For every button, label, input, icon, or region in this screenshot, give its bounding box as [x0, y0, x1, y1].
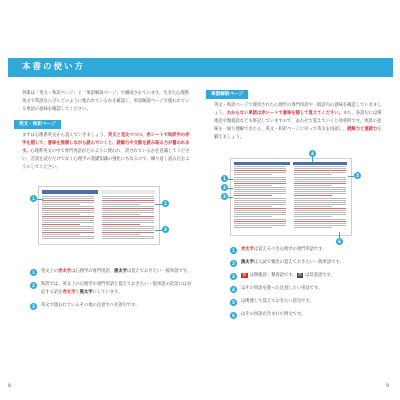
- illustration-text-line: [42, 202, 94, 203]
- illustration-text-line: [102, 234, 140, 235]
- text-run: は覚えるべき心理学の専門用語です。: [253, 247, 327, 252]
- illustration-text-line: [102, 236, 154, 237]
- illustration-text-line: [102, 206, 154, 207]
- text-run: は関連して覚えておきたい語句です。: [241, 299, 314, 304]
- illustration-text-line: [42, 212, 94, 213]
- text-run: わからない単語は赤シートで意味を隠して覚えてください。: [226, 111, 343, 116]
- illustration-text-line: [294, 214, 346, 215]
- illustration-text-line: [102, 238, 154, 239]
- illustration-text-line: [42, 238, 94, 239]
- note-item: [30, 302, 192, 310]
- text-run: 黒太字: [79, 290, 93, 295]
- illustration-text-line: [102, 232, 154, 233]
- illustration-text-line: [42, 222, 94, 223]
- illustration-text-line: [234, 198, 286, 199]
- left-page-number: 8: [8, 384, 11, 389]
- illustration-text-line: [234, 193, 286, 194]
- illustration-text-line: [294, 187, 346, 188]
- illustration-text-line: [102, 212, 154, 213]
- text-run: は関連語・類義語です。: [249, 273, 297, 278]
- text-run: を鍛えましょう。: [214, 127, 382, 140]
- note-item: [230, 246, 380, 254]
- illustration-text-line: [42, 198, 94, 199]
- illustration-text-line: [294, 219, 346, 220]
- illustration-text-line: [42, 228, 94, 229]
- illustration-text-line: [294, 181, 346, 182]
- illustration-text-line: [234, 172, 286, 173]
- illustration-text-line: [234, 202, 286, 203]
- illustration-text-line: [234, 177, 286, 178]
- illustration-text-line: [42, 224, 80, 225]
- illustration-text-line: [102, 226, 154, 227]
- illustration-text-line: [234, 223, 286, 224]
- illustration-text-line: [42, 204, 80, 205]
- illustration-text-line: [42, 200, 94, 201]
- illustration-text-line: [102, 196, 154, 197]
- text-run: 関: [298, 272, 302, 277]
- text-run: はその単語を使った注意したい用法です。: [241, 286, 323, 291]
- text-run: まずは心理系英文から読んでいきましょう。: [22, 133, 108, 138]
- illustration-text-line: [234, 187, 286, 188]
- illustration-text-line: [294, 179, 346, 180]
- right-callout-5: 5: [354, 172, 361, 179]
- left-callout-2: 2: [162, 200, 169, 207]
- text-run: はその単語が含まれた例文です。: [241, 312, 306, 317]
- illustration-text-line: [294, 170, 346, 171]
- illustration-text-line: [42, 230, 94, 231]
- left-section-label: 英文・和訳ページ: [14, 120, 61, 129]
- text-run: また、各語句には関連語や類義語なども併記していますので、あわせて覚えていくと効率的です。単語の意味を一通り理解できたら、英文・和訳ページに戻って英文を再読し、: [214, 111, 382, 132]
- note-number: 2: [230, 260, 237, 267]
- illustration-text-line: [294, 189, 346, 190]
- note-item: [230, 311, 380, 319]
- illustration-text-line: [42, 208, 94, 209]
- illustration-text-line: [234, 168, 286, 169]
- illustration-text-line: [294, 210, 346, 211]
- text-run: 読解力と速読力: [347, 127, 378, 132]
- illustration-text-line: [234, 200, 286, 201]
- illustration-text-line: [42, 232, 94, 233]
- illustration-text-line: [294, 195, 332, 196]
- illustration-text-line: [234, 183, 286, 184]
- note-item: [30, 268, 192, 276]
- left-notes: [30, 268, 192, 315]
- note-number: 3: [30, 303, 37, 310]
- illustration-text-line: [234, 216, 272, 217]
- illustration-text-line: [294, 200, 346, 201]
- right-callout-4: 4: [309, 150, 316, 157]
- page-title: 本書の使い方: [8, 58, 393, 77]
- right-notes: [230, 246, 380, 324]
- illustration-text-line: [294, 225, 346, 226]
- text-run: 心理系英文の中で専門用語がどのように使われ、訳されているかを意識してください。音読を読むだけでなく心理学の基礎知識の強化にもなるので、繰り返し読み込むようにしてください。: [22, 149, 190, 170]
- illustration-text-line: [42, 210, 94, 211]
- illustration-text-line: [102, 202, 154, 203]
- text-run: 英文上の: [41, 269, 59, 274]
- note-number: 3: [230, 273, 237, 280]
- text-run: 英文で使われているその他の注意すべき語句です。: [41, 303, 140, 308]
- text-run: 赤太字: [58, 269, 72, 274]
- note-number: 4: [230, 286, 237, 293]
- illustration-text-line: [102, 204, 140, 205]
- text-run: は心理学の専門用語、: [71, 269, 115, 274]
- illustration-text-line: [234, 195, 272, 196]
- illustration-text-line: [294, 198, 346, 199]
- text-run: と: [75, 290, 80, 295]
- illustration-text-line: [234, 204, 286, 205]
- left-callout-3: 3: [162, 226, 169, 233]
- illustration-text-line: [294, 221, 346, 222]
- left-body: [22, 132, 192, 172]
- illustration-text-line: [234, 221, 286, 222]
- related-word-tag: 関: [242, 272, 247, 277]
- illustration-text-line: [42, 218, 94, 219]
- illustration-text-line: [294, 202, 346, 203]
- illustration-text-line: [294, 223, 346, 224]
- illustration-text-line: [42, 206, 94, 207]
- right-page-number: 9: [386, 384, 389, 389]
- right-callout-1: 1: [221, 175, 228, 182]
- illustration-text-line: [294, 193, 346, 194]
- text-run: 黒太字: [114, 269, 127, 274]
- text-run: 黒太字: [241, 260, 254, 265]
- text-run: 和訳では、英文上の心理学の専門用語と覚えておきたい一般単語の訳語には対応する訳を: [41, 282, 192, 295]
- illustration-text-line: [234, 225, 286, 226]
- illustration-text-line: [102, 208, 154, 209]
- illustration-text-line: [234, 219, 286, 220]
- illustration-text-line: [102, 210, 154, 211]
- text-run: は覚えておきたい一般単語です。: [126, 269, 192, 274]
- illustration-text-line: [42, 226, 94, 227]
- illustration-text-line: [42, 196, 94, 197]
- illustration-text-line: [294, 172, 346, 173]
- right-section-label: 単語解説ページ: [206, 90, 248, 99]
- illustration-text-line: [42, 234, 80, 235]
- text-run: 英文と見比べつつ、赤シートで和訳中の赤字を隠して、意味を推測しながら読んでいくと、読解力や文脈を読み取る力が養われます。: [22, 133, 190, 154]
- right-callout-2: 2: [221, 184, 228, 191]
- illustration-text-line: [234, 185, 272, 186]
- illustration-text-line: [234, 191, 286, 192]
- illustration-text-line: [294, 168, 346, 169]
- illustration-text-line: [294, 216, 332, 217]
- illustration-text-line: [234, 227, 272, 228]
- illustration-text-line: [234, 189, 286, 190]
- illustration-text-line: [102, 222, 154, 223]
- illustration-text-line: [234, 166, 286, 167]
- illustration-text-line: [42, 214, 80, 215]
- text-run: は反意語です。: [305, 273, 335, 278]
- illustration-text-line: [102, 220, 154, 221]
- illustration-text-line: [42, 216, 94, 217]
- illustration-text-line: [102, 218, 154, 219]
- left-callout-1: 1: [30, 195, 37, 202]
- note-number: 5: [230, 299, 237, 306]
- illustration-text-line: [102, 200, 154, 201]
- illustration-text-line: [234, 170, 286, 171]
- illustration-text-line: [42, 236, 94, 237]
- text-run: は入試で頻出の覚えておきたい一般単語です。: [253, 260, 344, 265]
- note-item: [230, 298, 380, 306]
- illustration-text-line: [294, 185, 332, 186]
- illustration-text-line: [234, 181, 286, 182]
- illustration-text-line: [102, 198, 154, 199]
- illustration-text-line: [234, 208, 286, 209]
- illustration-text-line: [294, 206, 332, 207]
- illustration-text-line: [294, 191, 346, 192]
- illustration-text-line: [102, 230, 154, 231]
- illustration-text-line: [102, 228, 154, 229]
- illustration-text-line: [102, 216, 154, 217]
- illustration-text-line: [102, 224, 140, 225]
- text-run: 赤太字: [62, 290, 76, 295]
- note-number: 1: [30, 269, 37, 276]
- illustration-text-line: [102, 214, 140, 215]
- note-item: [30, 281, 192, 297]
- illustration-text-line: [234, 214, 286, 215]
- left-intro: 各節は「英文・和訳ページ」と「単語解説ページ」で構成されています。生きた心理系英文で英語ならびにどのように使われているかを確認し、単語解説ページで使われている単語の意味を確認してください。: [22, 91, 190, 112]
- note-number: 2: [30, 282, 37, 289]
- note-item: [230, 272, 380, 280]
- note-number: 6: [230, 312, 237, 319]
- illustration-text-line: [294, 177, 346, 178]
- note-number: 1: [230, 247, 237, 254]
- illustration-text-line: [294, 174, 332, 175]
- illustration-text-line: [234, 212, 286, 213]
- illustration-text-line: [294, 208, 346, 209]
- illustration-text-line: [234, 179, 286, 180]
- illustration-text-line: [294, 212, 346, 213]
- text-run: 英文・和訳ページで使用された心理学の専門用語や一般語句の意味を確認していきましょう。: [214, 103, 382, 116]
- illustration-text-line: [234, 210, 286, 211]
- illustration-text-line: [294, 227, 332, 228]
- illustration-text-line: [294, 204, 346, 205]
- illustration-text-line: [234, 174, 272, 175]
- illustration-text-line: [42, 220, 94, 221]
- right-callout-3: 3: [221, 193, 228, 200]
- text-run: にしています。: [92, 290, 123, 295]
- note-item: [230, 259, 380, 267]
- right-callout-6: 6: [336, 238, 343, 245]
- illustration-text-line: [234, 206, 272, 207]
- illustration-text-line: [294, 166, 346, 167]
- note-item: [230, 285, 380, 293]
- illustration-text-line: [294, 183, 346, 184]
- text-run: 赤太字: [241, 247, 254, 252]
- right-body: [214, 102, 384, 142]
